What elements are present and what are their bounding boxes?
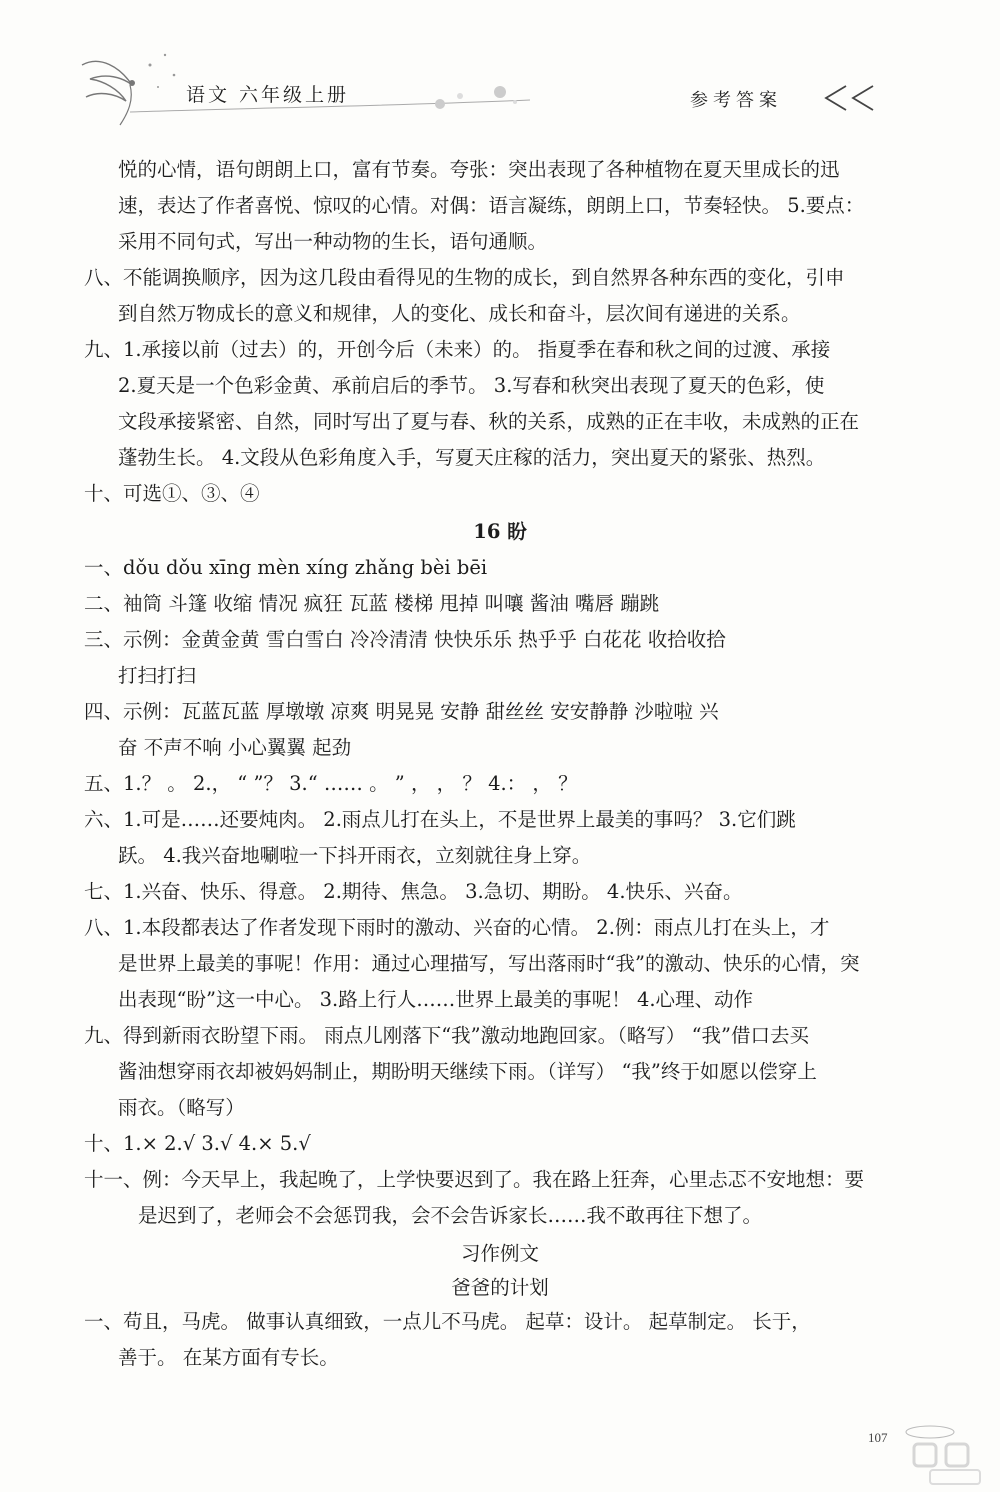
- text-line: 善于。 在某方面有专长。: [118, 1346, 339, 1369]
- page-header: [0, 0, 1000, 140]
- text-line: 六、1.可是……还要炖肉。 2.雨点儿打在头上，不是世界上最美的事吗？ 3.它们跳: [84, 808, 796, 831]
- text-line: 四、示例：瓦蓝瓦蓝 厚墩墩 凉爽 明晃晃 安静 甜丝丝 安安静静 沙啦啦 兴: [84, 700, 719, 723]
- text-line: 到自然万物成长的意义和规律，人的变化、成长和奋斗，层次间有递进的关系。: [118, 302, 801, 325]
- text-line: 文段承接紧密、自然，同时写出了夏与春、秋的关系，成熟的正在丰收，未成熟的正在: [118, 410, 860, 433]
- text-line: 一、dǒu dǒu xīng mèn xíng zhǎng bèi bēi: [84, 556, 488, 579]
- text-line: 酱油想穿雨衣却被妈妈制止，期盼明天继续下雨。（详写） “我”终于如愿以偿穿上: [118, 1060, 817, 1083]
- text-line: 出表现“盼”这一中心。 3.路上行人……世界上最美的事呢！ 4.心理、动作: [118, 988, 754, 1011]
- page-number: 107: [868, 1430, 888, 1445]
- text-line: 九、1.承接以前（过去）的，开创今后（未来）的。 指夏季在春和秋之间的过渡、承接: [84, 338, 831, 361]
- text-line: 奋 不声不响 小心翼翼 起劲: [118, 736, 352, 759]
- text-line: 悦的心情，语句朗朗上口，富有节奏。夸张：突出表现了各种植物在夏天里成长的迅: [118, 158, 840, 181]
- text-line: 跃。 4.我兴奋地唰啦一下抖开雨衣，立刻就往身上穿。: [118, 844, 592, 867]
- text-line: 采用不同句式，写出一种动物的生长，语句通顺。: [118, 230, 548, 253]
- text-line: 蓬勃生长。 4.文段从色彩角度入手，写夏天庄稼的活力，突出夏天的紧张、热烈。: [118, 446, 826, 469]
- text-line: 速，表达了作者喜悦、惊叹的心情。对偶：语言凝练，朗朗上口，节奏轻快。 5.要点：: [118, 194, 865, 217]
- text-line: 八、1.本段都表达了作者发现下雨时的激动、兴奋的心情。 2.例：雨点儿打在头上，才: [84, 916, 830, 939]
- text-line: 十、可选①、③、④: [84, 482, 260, 505]
- text-line: 是世界上最美的事呢！作用：通过心理描写，写出落雨时“我”的激动、快乐的心情，突: [118, 952, 860, 975]
- corner-decoration: [900, 1418, 996, 1490]
- text-line: 十一、例：今天早上，我起晚了，上学快要迟到了。我在路上狂奔，心里忐忑不安地想：要: [84, 1168, 865, 1191]
- text-line: 是迟到了，老师会不会惩罚我，会不会告诉家长……我不敢再往下想了。: [138, 1204, 763, 1227]
- text-line: 一、苟且，马虎。 做事认真细致，一点儿不马虎。 起草：设计。 起草制定。 长于，: [84, 1310, 811, 1333]
- text-line: 七、1.兴奋、快乐、得意。 2.期待、焦急。 3.急切、期盼。 4.快乐、兴奋。: [84, 880, 743, 903]
- double-chevron-left-icon: [818, 84, 880, 112]
- text-line: 打扫打扫: [118, 664, 197, 687]
- text-line: 十、1.× 2.√ 3.√ 4.× 5.√: [84, 1132, 311, 1155]
- lesson-title: 16 盼: [473, 520, 527, 543]
- text-line: 八、不能调换顺序，因为这几段由看得见的生物的成长，到自然界各种东西的变化，引申: [84, 266, 845, 289]
- text-line: 九、得到新雨衣盼望下雨。 雨点儿刚落下“我”激动地跑回家。（略写） “我”借口去买: [84, 1024, 810, 1047]
- essay-title: 爸爸的计划: [451, 1276, 549, 1299]
- text-line: 二、袖筒 斗篷 收缩 情况 疯狂 瓦蓝 楼梯 甩掉 叫嚷 酱油 嘴唇 蹦跳: [84, 592, 660, 615]
- book-title: 语文 六年级上册: [186, 84, 350, 106]
- text-line: 雨衣。（略写）: [118, 1096, 245, 1119]
- section-label: 参考答案: [690, 90, 782, 111]
- section-heading: 习作例文: [460, 1242, 539, 1265]
- text-line: 五、1.？ 。 2.， “ ”？ 3.“ …… 。 ” ， ， ？ 4.： ， ？: [84, 772, 578, 795]
- text-line: 2.夏天是一个色彩金黄、承前启后的季节。 3.写春和秋突出表现了夏天的色彩，使: [118, 374, 825, 397]
- text-line: 三、示例：金黄金黄 雪白雪白 冷冷清清 快快乐乐 热乎乎 白花花 收拾收拾: [84, 628, 726, 651]
